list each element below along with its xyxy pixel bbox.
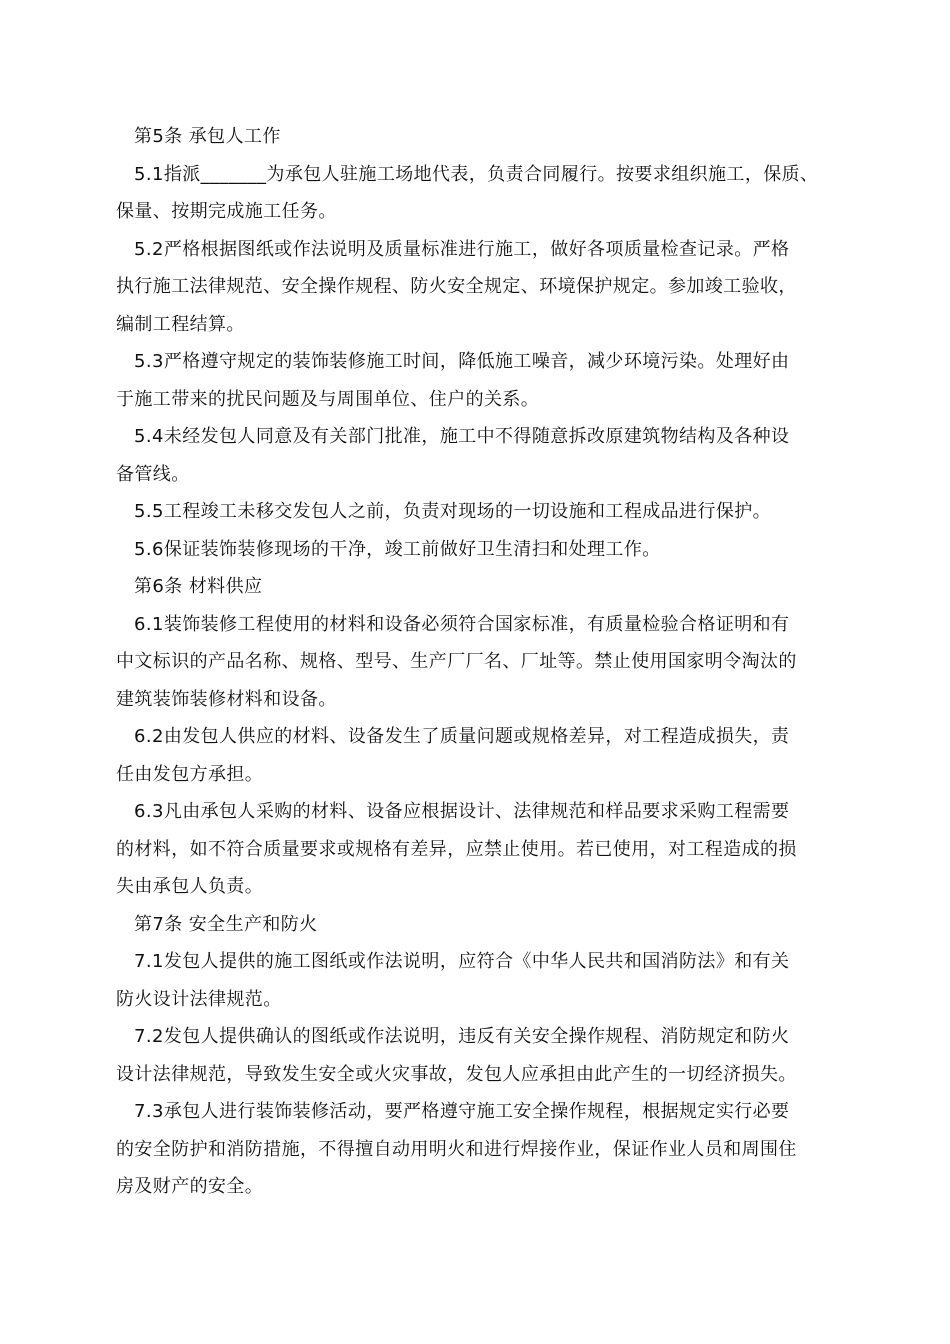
text-line: 6.2由发包人供应的材料、设备发生了质量问题或规格差异，对工程造成损失，责 [134, 726, 790, 747]
text-line: 执行施工法律规范、安全操作规程、防火安全规定、环境保护规定。参加竣工验收， [116, 276, 797, 297]
text-line: 5.2严格根据图纸或作法说明及质量标准进行施工，做好各项质量检查记录。严格 [134, 238, 790, 260]
text-line: 5.4未经发包人同意及有关部门批准，施工中不得随意拆改原建筑物结构及各种设 [134, 426, 790, 447]
text-line: 第7条 安全生产和防火 [134, 913, 318, 935]
text-line: 保量、按期完成施工任务。 [116, 201, 337, 222]
text-line: 防火设计法律规范。 [116, 988, 282, 1010]
text-line: 5.6保证装饰装修现场的干净，竣工前做好卫生清扫和处理工作。 [134, 538, 661, 560]
text-line: 房及财产的安全。 [116, 1176, 264, 1197]
text-line: 5.3严格遵守规定的装饰装修施工时间，降低施工噪音，减少环境污染。处理好由 [134, 351, 790, 372]
text-line: 中文标识的产品名称、规格、型号、生产厂厂名、厂址等。禁止使用国家明令淘汰的 [116, 651, 797, 672]
text-line: 5.1指派_______为承包人驻施工场地代表，负责合同履行。按要求组织施工，保质、 [134, 163, 819, 185]
text-line: 失由承包人负责。 [116, 876, 264, 897]
text-line: 任由发包方承担。 [116, 763, 264, 785]
text-line: 编制工程结算。 [116, 313, 245, 335]
text-line: 7.1发包人提供的施工图纸或作法说明，应符合《中华人民共和国消防法》和有关 [134, 951, 790, 972]
text-line: 6.3凡由承包人采购的材料、设备应根据设计、法律规范和样品要求采购工程需要 [134, 801, 790, 822]
text-line: 于施工带来的扰民问题及与周围单位、住户的关系。 [116, 388, 540, 410]
text-line: 7.2发包人提供确认的图纸或作法说明，违反有关安全操作规程、消防规定和防火 [134, 1026, 790, 1047]
text-line: 备管线。 [116, 463, 190, 485]
document-page [116, 118, 846, 1206]
document-body [116, 118, 846, 1206]
text-line: 的安全防护和消防措施，不得擅自动用明火和进行焊接作业，保证作业人员和周围住 [116, 1138, 797, 1160]
text-line: 第5条 承包人工作 [134, 126, 281, 147]
text-line: 6.1装饰装修工程使用的材料和设备必须符合国家标准，有质量检验合格证明和有 [134, 613, 790, 635]
text-line: 5.5工程竣工未移交发包人之前，负责对现场的一切设施和工程成品进行保护。 [134, 501, 772, 522]
text-line: 的材料，如不符合质量要求或规格有差异，应禁止使用。若已使用，对工程造成的损 [116, 838, 797, 860]
text-line: 7.3承包人进行装饰装修活动，要严格遵守施工安全操作规程，根据规定实行必要 [134, 1101, 790, 1122]
text-line: 设计法律规范，导致发生安全或火灾事故，发包人应承担由此产生的一切经济损失。 [116, 1063, 797, 1085]
text-line: 建筑装饰装修材料和设备。 [116, 688, 337, 710]
text-line: 第6条 材料供应 [134, 576, 263, 597]
